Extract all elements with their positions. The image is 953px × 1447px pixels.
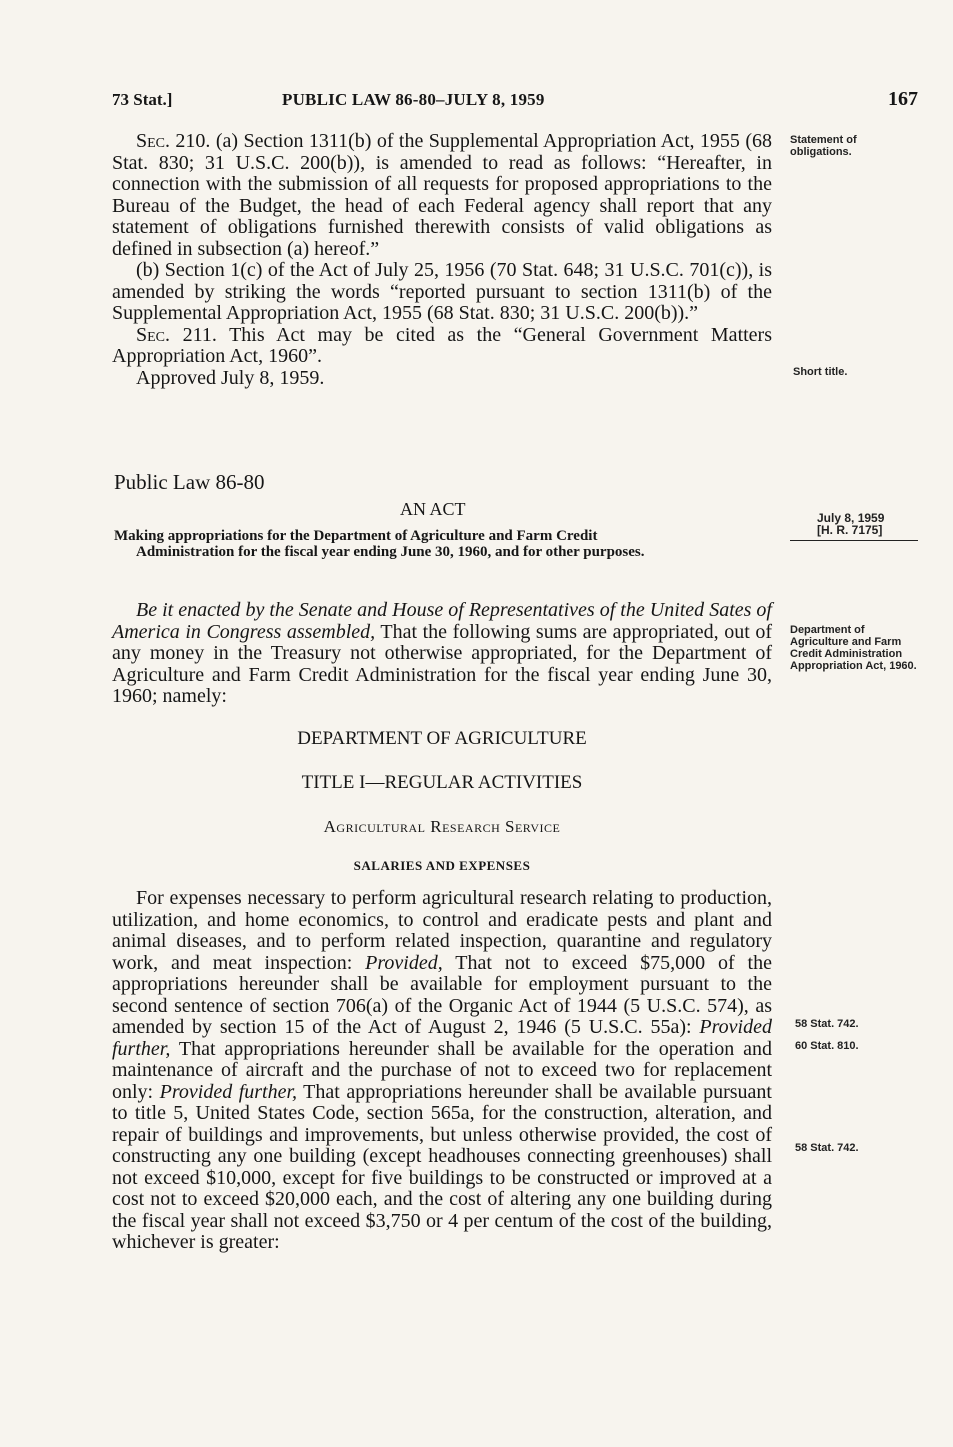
header-volume: 73 Stat.]: [112, 90, 173, 109]
heading-department: DEPARTMENT OF AGRICULTURE: [297, 728, 587, 749]
an-act-heading: AN ACT: [400, 499, 466, 519]
approved-date: Approved July 8, 1959.: [136, 366, 325, 389]
sec-210-b: (b) Section 1(c) of the Act of July 25, 1956 (70 Stat. 648; 31 U.S.C. 701(c)), is amended by striking the words “reported pursuant to section 1311(b) of the Supplemental Appropriation Act, 1955 (68 Stat. 830; 31 U.S.C. 200(b)).”: [112, 259, 772, 324]
enacting-clause: Be it enacted by the Senate and House of Representatives of the United Sates of America in Congress assembled, That the following sums are appropriated, out of any money in the Treasury not otherwise appropriated, for the Department of Agriculture and Farm Credit Administration for the fiscal year ending June 30, 1960; namely:: [112, 599, 772, 707]
running-header: [112, 88, 918, 114]
salaries-paragraph: For expenses necessary to perform agricultural research relating to production, utilization, and home economics, to control and eradicate pests and plant and animal diseases, and to perform related inspection, quarantine and regulatory work, and meat inspection: Provided, That not to exceed $75,000 of the appropriations hereunder shall be available for employment pursuant to the second sentence of section 706(a) of the Organic Act of 1944 (5 U.S.C. 574), as amended by section 15 of the Act of August 2, 1946 (5 U.S.C. 55a): Provided further, That appropriations hereunder shall be available for the operation and maintenance of aircraft and the purchase of not to exceed two for replacement only: Provided further, That appropriations hereunder shall be available pursuant to title 5, United States Code, section 565a, for the construction, alteration, and repair of buildings and improvements, but unless otherwise provided, the cost of constructing any one building (except headhouses connecting greenhouses) shall not exceed $10,000, except for five buildings to be constructed or improved at a cost not to exceed $20,000 each, and the cost of altering any one building during the fiscal year shall not exceed $3,750 or 4 per centum of the cost of the building, whichever is greater:: [112, 887, 772, 1253]
sec-211: Sec. 211. This Act may be cited as the “General Government Matters Appropriation Act, 1960”.: [112, 323, 772, 367]
sidenote-60-stat-810: 60 Stat. 810.: [795, 1040, 859, 1052]
heading-service: Agricultural Research Service: [323, 817, 561, 836]
page-number: 167: [888, 88, 918, 110]
heading-title-1: TITLE I—REGULAR ACTIVITIES: [301, 772, 583, 793]
sec-210-a: Sec. 210. (a) Section 1311(b) of the Supplemental Appropriation Act, 1955 (68 Stat. 830; 31 U.S.C. 200(b)), is amended to read as follows: “Hereafter, in connection with the submission of all requests for proposed appropriations to the Bureau of the Budget, the head of each Federal agency shall report that any statement of obligations furnished therewith consists of valid obligations as defined in subsection (a) hereof.”: [112, 130, 773, 260]
sidenote-rule: [790, 540, 918, 541]
public-law-label: Public Law 86-80: [114, 470, 265, 494]
sidenote-short-title: Short title.: [793, 366, 848, 378]
sidenote-dept-act: Department of Agriculture and Farm Credit Administration Appropriation Act, 1960.: [790, 624, 917, 672]
sidenote-58-stat-742-a: 58 Stat. 742.: [795, 1018, 859, 1030]
sidenote-date: July 8, 1959 [H. R. 7175]: [817, 511, 885, 537]
sidenote-58-stat-742-b: 58 Stat. 742.: [795, 1142, 859, 1154]
section-210-211: [112, 131, 772, 389]
sidenote-statement: Statement of obligations.: [790, 134, 857, 158]
enacting-block: [112, 600, 772, 708]
header-title: PUBLIC LAW 86-80–JULY 8, 1959: [282, 90, 545, 109]
heading-salaries: SALARIES AND EXPENSES: [353, 858, 531, 873]
act-subtitle: Making appropriations for the Department of Agriculture and Farm Credit Administration for the fiscal year ending June 30, 1960, and for other purposes.: [114, 528, 645, 560]
